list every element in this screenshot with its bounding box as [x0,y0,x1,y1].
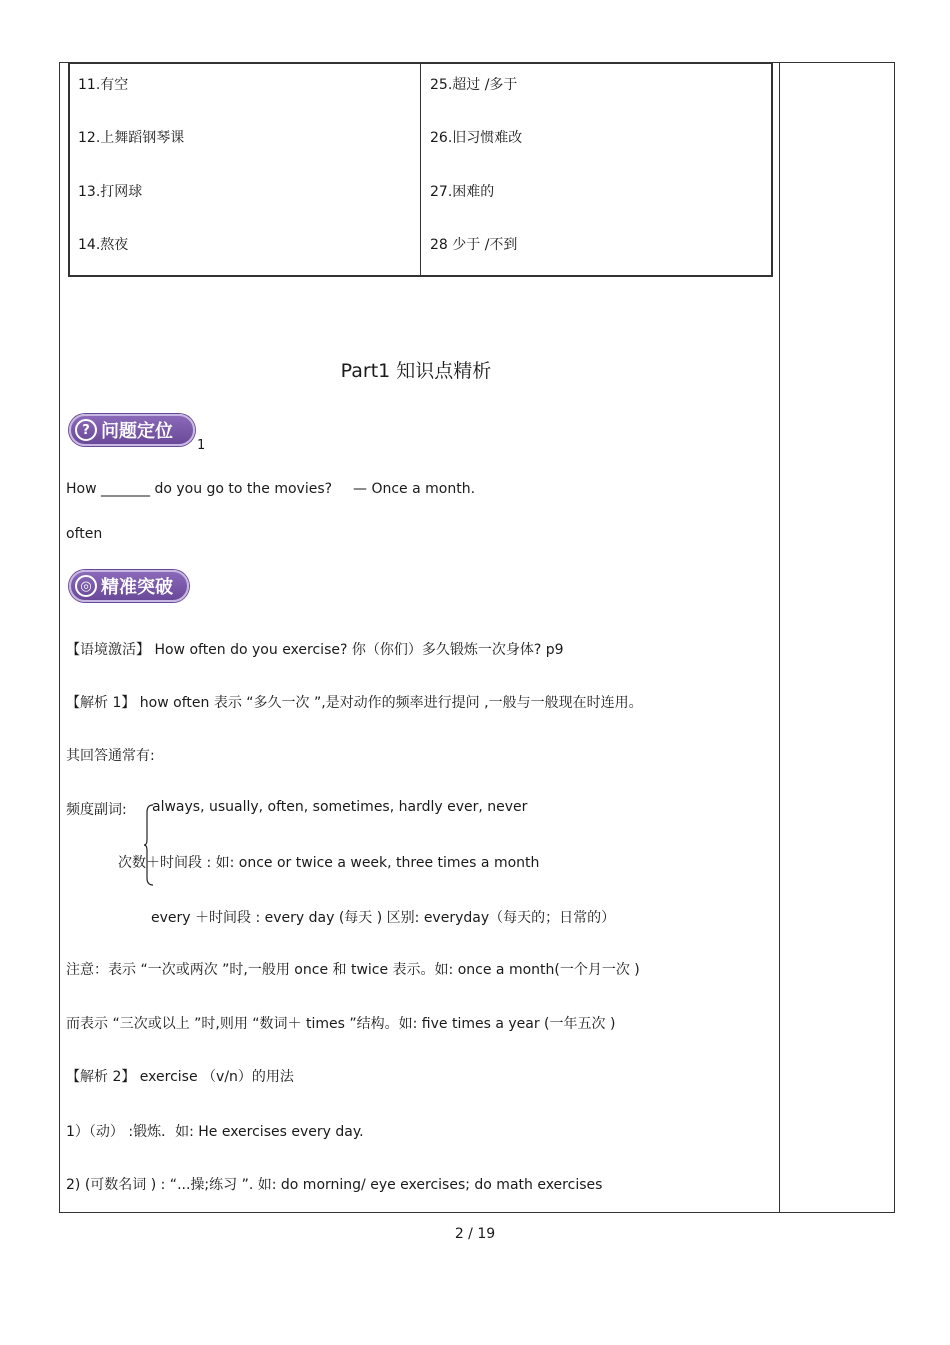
times-line: 次数＋时间段 : 如: once or twice a week, three times a month [118,855,540,871]
badge-label: 精准突破 [101,577,173,598]
answer-text: often [66,526,103,542]
context-line: 【语境激活】 How often do you exercise? 你（你们）多久锻炼一次身体? p9 [66,642,564,658]
question-icon: ? [75,419,97,441]
answer-hint: — Once a month. [353,481,476,497]
brace-icon [144,804,154,886]
every-line: every ＋时间段 : every day (每天 ) 区别: everyday（每天的；日常的） [151,910,616,926]
vocab-item: 28 少于 /不到 [430,237,518,253]
analysis-2: 【解析 2】 exercise （v/n）的用法 [66,1069,294,1085]
section-title: Part1 知识点精析 [340,360,492,382]
vocab-item: 14.熬夜 [78,237,129,253]
vocab-table [68,62,773,277]
vocab-item: 12.上舞蹈钢琴课 [78,130,185,146]
usage-1: 1）（动） :锻炼．如: He exercises every day. [66,1124,364,1140]
analysis-1: 【解析 1】 how often 表示 “多久一次 ”,是对动作的频率进行提问 ,一般与一般现在时连用。 [66,695,643,711]
note-1: 注意：表示 “一次或两次 ”时,一般用 once 和 twice 表示。如: once a month(一个月一次 ) [66,962,640,978]
table-divider [420,64,421,275]
badge-label: 问题定位 [101,421,173,442]
answers-intro: 其回答通常有: [66,748,155,764]
freq-words: always, usually, often, sometimes, hardly ever, never [152,799,528,815]
breakthrough-badge [69,570,189,602]
vocab-item: 26.旧习惯难改 [430,130,523,146]
target-icon: ◎ [75,575,97,597]
usage-2: 2) (可数名词 ) : “...操;练习 ”. 如: do morning/ eye exercises; do math exercises [66,1177,603,1193]
page-number: 2 / 19 [454,1226,496,1242]
vocab-item: 27.困难的 [430,184,495,200]
note-2: 而表示 “三次或以上 ”时,则用 “数词＋ times ”结构。如: five times a year (一年五次 ) [66,1016,616,1032]
freq-label: 频度副词: [66,802,127,818]
vocab-item: 11.有空 [78,77,129,93]
side-column-divider [779,62,780,1213]
question-stem: How _______ do you go to the movies? [66,481,333,497]
problem-locate-badge [69,414,195,446]
vocab-item: 13.打网球 [78,184,143,200]
vocab-item: 25.超过 /多于 [430,77,518,93]
question-number: 1 [197,438,206,453]
